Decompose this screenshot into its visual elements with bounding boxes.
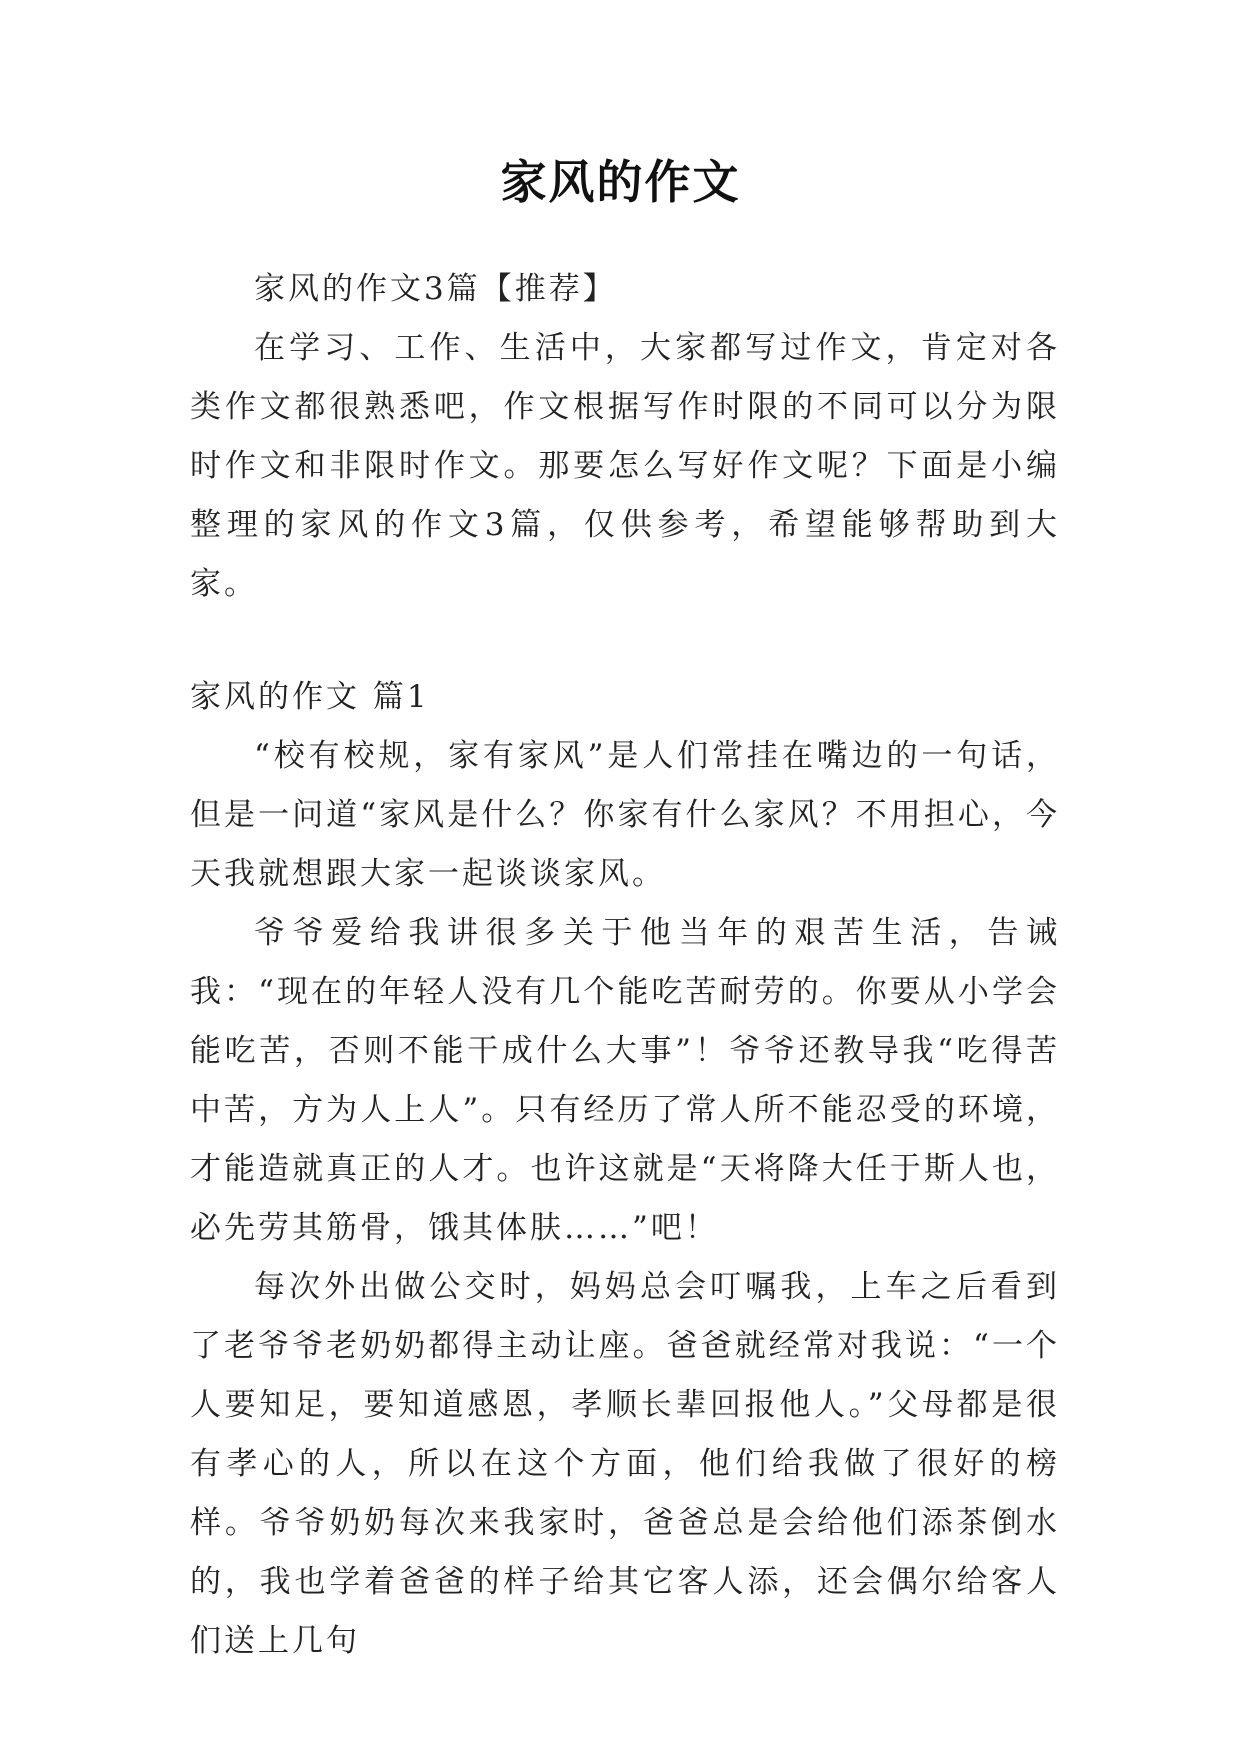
- body-paragraph-2: 爷爷爱给我讲很多关于他当年的艰苦生活，告诫我：“现在的年轻人没有几个能吃苦耐劳的。你要从小学会能吃苦，否则不能干成什么大事”！爷爷还教导我“吃得苦中苦，方为人上人”。只有经历了常人所不能忍受的环境，才能造就真正的人才。也许这就是“天将降大任于斯人也，必先劳其筋骨，饿其体肤……”吧！: [190, 915, 1060, 1246]
- document-body: [190, 260, 1060, 1671]
- section-heading: 家风的作文 篇1: [190, 679, 430, 715]
- body-paragraph-3: 每次外出做公交时，妈妈总会叮嘱我，上车之后看到了老爷爷老奶奶都得主动让座。爸爸就经常对我说：“一个人要知足，要知道感恩，孝顺长辈回报他人。”父母都是很有孝心的人，所以在这个方面，他们给我做了很好的榜样。爷爷奶奶每次来我家时，爸爸总是会给他们添茶倒水的，我也学着爸爸的样子给其它客人添，还会偶尔给客人们送上几句: [190, 1269, 1060, 1659]
- body-paragraph-1: “校有校规，家有家风”是人们常挂在嘴边的一句话，但是一问道“家风是什么？你家有什么家风？不用担心，今天我就想跟大家一起谈谈家风。: [190, 738, 1060, 892]
- intro-paragraph: 在学习、工作、生活中，大家都写过作文，肯定对各类作文都很熟悉吧，作文根据写作时限的不同可以分为限时作文和非限时作文。那要怎么写好作文呢？下面是小编整理的家风的作文3篇，仅供参考，希望能够帮助到大家。: [190, 330, 1060, 602]
- document-title: 家风的作文: [500, 155, 741, 209]
- subtitle-paragraph: 家风的作文3篇【推荐】: [254, 271, 617, 307]
